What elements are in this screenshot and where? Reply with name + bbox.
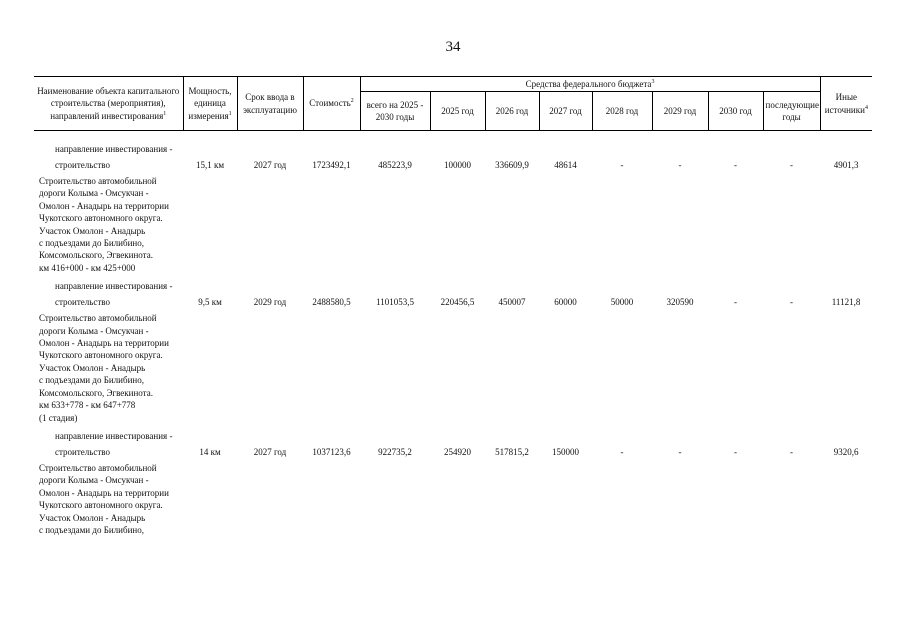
cell-cost: 1723492,1: [312, 160, 351, 170]
cell-fed-total: 922735,2: [378, 446, 412, 457]
cell-2027: 150000: [552, 446, 579, 457]
object-description: Строительство автомобильной дороги Колыма - Омсукчан - Омолон - Анадырь на территории Чукотского автономного округа. Участок Омолон - Анадырь с подъездами до Билибино,: [39, 462, 169, 535]
direction-label: направление инвестирования -: [55, 281, 173, 292]
table-body: [34, 131, 872, 543]
cell-commission: 2029 год: [253, 297, 287, 308]
table-row: [34, 292, 872, 312]
table-row: [34, 442, 872, 462]
cell-2028: 50000: [610, 297, 634, 308]
cell-2028: -: [620, 160, 624, 170]
cell-2026: 336609,9: [495, 160, 529, 170]
header-year-2028: 2028 год: [592, 92, 652, 131]
table-row-description: [34, 175, 872, 280]
header-commission-date: Срок ввода в эксплуатацию: [237, 77, 303, 131]
cell-2027: 48614: [554, 160, 577, 170]
cell-2028: -: [620, 446, 624, 457]
table-row-direction: [34, 430, 872, 442]
cell-type: строительство: [55, 160, 110, 170]
cell-capacity: 14 км: [199, 446, 221, 457]
direction-label: направление инвестирования -: [55, 430, 173, 441]
cell-2025: 220456,5: [440, 297, 475, 308]
cell-capacity: 9,5 км: [198, 297, 222, 308]
cell-2027: 60000: [554, 297, 577, 308]
cell-2025: 254920: [444, 446, 471, 457]
header-year-2029: 2029 год: [652, 92, 708, 131]
header-later-years: последующие годы: [763, 92, 820, 131]
header-federal-budget: Средства федерального бюджета$^3$: [360, 77, 820, 92]
table-header: [34, 77, 872, 131]
cell-other: 11121,8: [831, 297, 861, 308]
header-cost: Стоимость$^2$: [303, 77, 360, 131]
table-row-description: [34, 462, 872, 542]
table-row-direction: [34, 143, 872, 155]
header-other-sources: Иные источники$^4$: [820, 77, 872, 131]
cell-capacity: 15,1 км: [195, 160, 225, 170]
cell-later: -: [790, 160, 794, 170]
object-description: Строительство автомобильной дороги Колыма - Омсукчан - Омолон - Анадырь на территории Чукотского автономного округа. Участок Омолон - Анадырь с подъездами до Билибино, Комсомольского, Эгвекинота. км 633+778 - км 647+778 (1 стадия): [39, 313, 169, 423]
page-number: 34: [445, 39, 461, 55]
cell-commission: 2027 год: [253, 446, 287, 457]
table-row: [34, 155, 872, 175]
table-row-description: [34, 312, 872, 430]
header-object-name: Наименование объекта капитального строительства (мероприятия), направлений инвестирования$^1$: [34, 77, 183, 131]
cell-type: строительство: [55, 297, 110, 308]
header-year-2025: 2025 год: [430, 92, 485, 131]
cell-2026: 517815,2: [495, 446, 529, 457]
cell-type: строительство: [55, 446, 110, 457]
cell-fed-total: 485223,9: [378, 160, 412, 170]
table-row-direction: [34, 280, 872, 292]
cell-later: -: [790, 446, 794, 457]
cell-2030: -: [734, 297, 737, 308]
cell-2026: 450007: [498, 297, 526, 308]
cell-commission: 2027 год: [253, 160, 287, 170]
cell-other: 9320,6: [833, 446, 859, 457]
cell-cost: 2488580,5: [312, 297, 351, 308]
cell-other: 4901,3: [833, 160, 859, 170]
cell-2030: -: [734, 160, 737, 170]
cell-2030: -: [734, 446, 737, 457]
cell-2025: 100000: [444, 160, 471, 170]
header-fed-total: всего на 2025 - 2030 годы: [360, 92, 430, 131]
header-year-2030: 2030 год: [708, 92, 763, 131]
cell-2029: -: [678, 160, 682, 170]
header-year-2027: 2027 год: [539, 92, 592, 131]
direction-label: направление инвестирования -: [55, 144, 173, 154]
cell-2029: 320590: [666, 297, 694, 308]
cell-2029: -: [678, 446, 682, 457]
header-capacity: Мощность, единица измерения$^1$: [183, 77, 237, 131]
cell-cost: 1037123,6: [312, 446, 351, 457]
object-description: Строительство автомобильной дороги Колыма - Омсукчан - Омолон - Анадырь на территории Чукотского автономного округа. Участок Омолон - Анадырь с подъездами до Билибино, Комсомольского, Эгвекинота. км 416+000 - км 425+000: [39, 176, 169, 273]
cell-fed-total: 1101053,5: [376, 297, 414, 308]
investment-table: [34, 76, 872, 542]
header-year-2026: 2026 год: [485, 92, 539, 131]
cell-later: -: [790, 297, 794, 308]
